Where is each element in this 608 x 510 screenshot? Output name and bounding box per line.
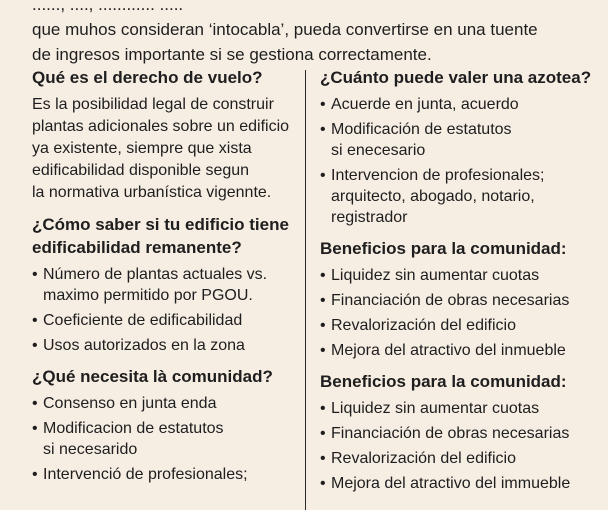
bullet-icon: •: [32, 312, 38, 329]
item-line: Liquidez sin aumentar cuotas: [331, 400, 540, 417]
list-item: [32, 335, 300, 356]
item-line: arquitecto, abogado, notario,: [331, 188, 535, 205]
list-item: [32, 464, 300, 485]
bullet-list: [320, 398, 606, 494]
right-column: [320, 66, 606, 498]
list-item: [320, 448, 606, 469]
section-heading: ¿Qué necesita là comunidad?: [32, 367, 273, 386]
section-derecho-de-vuelo: [32, 66, 300, 204]
text-line: ya existente, siempre que xista: [32, 140, 252, 157]
item-line: Revalorización del edificio: [331, 450, 516, 467]
item-line: Consenso en junta enda: [43, 395, 217, 412]
list-item: [320, 398, 606, 419]
section-heading: Beneficios para la comunidad:: [320, 239, 567, 258]
bullet-icon: •: [320, 96, 326, 113]
section-heading: Qué es el derecho de vuelo?: [32, 68, 263, 87]
list-item: [320, 423, 606, 444]
intro-line: ......, ...., ............ .....: [32, 0, 184, 14]
bullet-icon: •: [320, 317, 326, 334]
list-item: [320, 119, 606, 161]
bullet-icon: •: [320, 475, 326, 492]
list-item: [320, 315, 606, 336]
section-beneficios-2: [320, 370, 606, 494]
item-line: Coeficiente de edificabilidad: [43, 312, 243, 329]
column-divider: [305, 70, 306, 510]
item-line: registrador: [331, 209, 408, 226]
item-line: Intervenció de profesionales;: [43, 466, 248, 483]
item-line: si necesarido: [43, 441, 138, 458]
bullet-icon: •: [320, 425, 326, 442]
section-edificabilidad: [32, 213, 300, 356]
item-line: Modificacion de estatutos: [43, 420, 224, 437]
bullet-icon: •: [32, 337, 38, 354]
list-item: [320, 165, 606, 228]
text-line: la normativa urbanística vigennte.: [32, 184, 272, 201]
section-heading: [32, 213, 300, 259]
section-que-necesita: [32, 365, 300, 485]
bullet-icon: •: [320, 167, 326, 184]
item-line: Mejora del atractivo del inmueble: [331, 342, 566, 359]
heading-line: edificabilidad remanente?: [32, 238, 242, 257]
bullet-icon: •: [320, 342, 326, 359]
intro-line: que muhos consideran ‘intocabla’, pueda convertirse en una tuente: [32, 20, 538, 39]
bullet-icon: •: [320, 121, 326, 138]
item-line: Mejora del atractivo del immueble: [331, 475, 571, 492]
item-line: si enecesario: [331, 142, 426, 159]
bullet-icon: •: [320, 267, 326, 284]
left-column: [32, 66, 300, 489]
bullet-list: [32, 393, 300, 485]
list-item: [320, 290, 606, 311]
section-heading: Beneficios para la comunidad:: [320, 372, 567, 391]
text-line: edificabilidad disponible segun: [32, 162, 250, 179]
item-line: Financiación de obras necesarias: [331, 425, 570, 442]
bullet-icon: •: [32, 466, 38, 483]
intro-paragraph: [32, 0, 592, 67]
bullet-icon: •: [32, 266, 38, 283]
list-item: [320, 265, 606, 286]
item-line: Liquidez sin aumentar cuotas: [331, 267, 540, 284]
bullet-list: [32, 264, 300, 356]
item-line: Revalorización del edificio: [331, 317, 516, 334]
item-line: maximo permitido por PGOU.: [43, 287, 253, 304]
list-item: [32, 393, 300, 414]
bullet-icon: •: [32, 420, 38, 437]
list-item: [320, 340, 606, 361]
item-line: Usos autorizados en la zona: [43, 337, 245, 354]
list-item: [32, 310, 300, 331]
list-item: [320, 94, 606, 115]
item-line: Número de plantas actuales vs.: [43, 266, 268, 283]
list-item: [32, 418, 300, 460]
item-line: Modificación de estatutos: [331, 121, 512, 138]
bullet-list: [320, 94, 606, 228]
section-valor-azotea: [320, 66, 606, 228]
section-beneficios: [320, 237, 606, 361]
bullet-icon: •: [320, 400, 326, 417]
heading-line: ¿Cómo saber si tu edificio tiene: [32, 215, 289, 234]
text-line: Es la posibilidad legal de construir: [32, 96, 274, 113]
bullet-icon: •: [320, 450, 326, 467]
item-line: Acuerde en junta, acuerdo: [331, 96, 519, 113]
text-line: plantas adicionales sobre un edificio: [32, 118, 290, 135]
section-text: [32, 94, 300, 204]
bullet-list: [320, 265, 606, 361]
item-line: Financiación de obras necesarias: [331, 292, 570, 309]
item-line: Intervencion de profesionales;: [331, 167, 545, 184]
bullet-icon: •: [32, 395, 38, 412]
list-item: [320, 473, 606, 494]
bullet-icon: •: [320, 292, 326, 309]
list-item: [32, 264, 300, 306]
intro-line: de ingresos importante si se gestiona correctamente.: [32, 45, 432, 64]
section-heading: ¿Cuánto puede valer una azotea?: [320, 68, 592, 87]
